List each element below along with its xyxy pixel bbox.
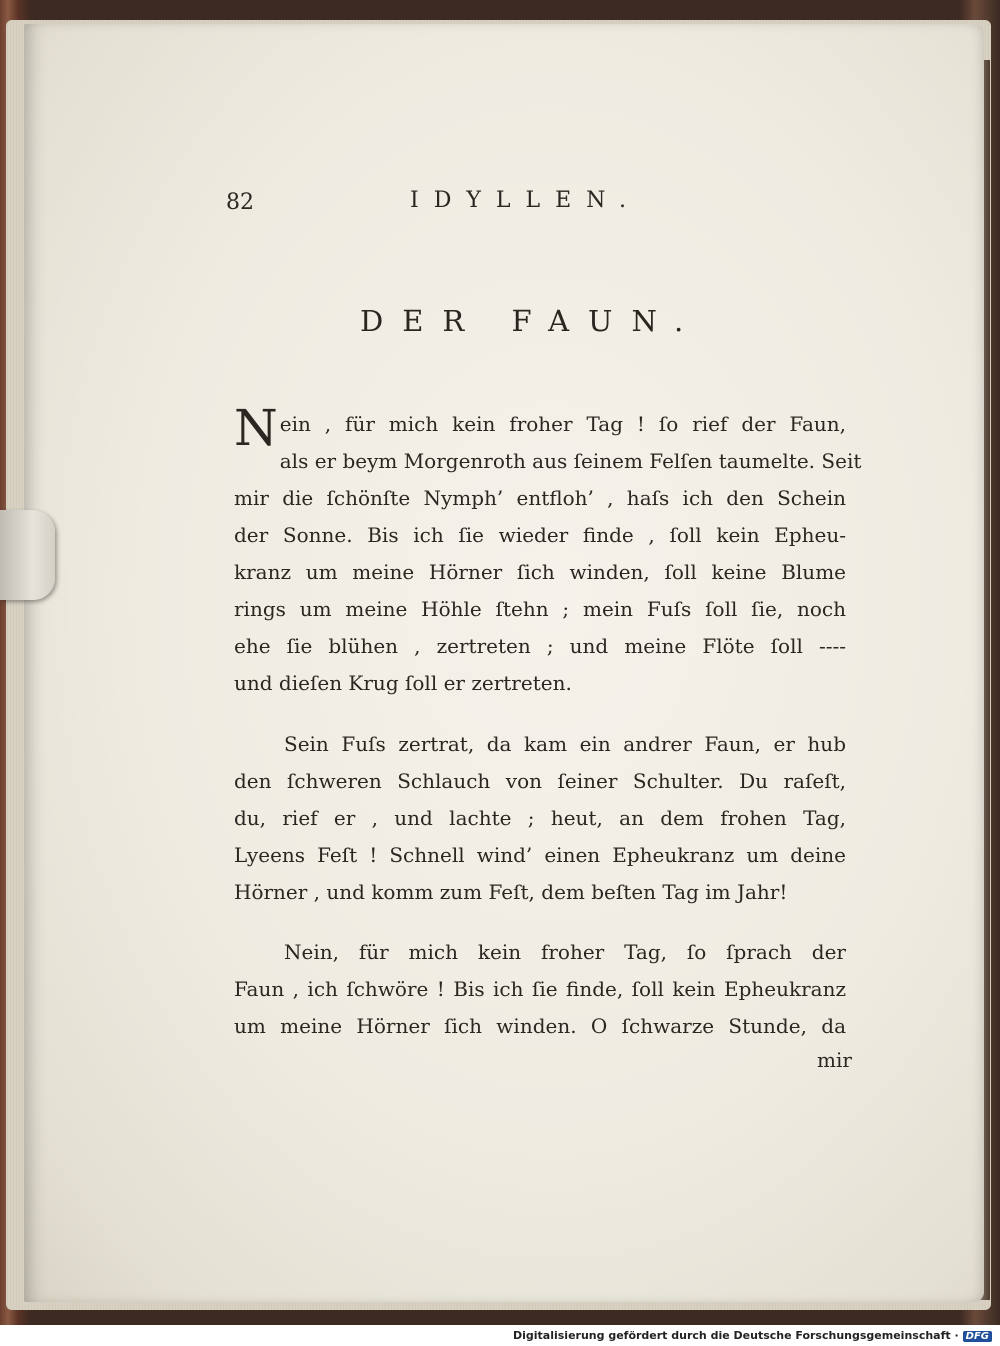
paragraph-line: rings um meine Höhle ſtehn ; mein Fuſs ſoll ſie, noch (234, 597, 846, 621)
dfg-logo: DFG (963, 1331, 992, 1342)
paragraph-line: Sein Fuſs zertrat, da kam ein andrer Faun, er hub (284, 732, 846, 756)
paragraph-line: ehe ſie blühen , zertreten ; und meine Flöte ſoll ---- (234, 634, 846, 658)
paragraph-line: als er beym Morgenroth aus ſeinem Felſen taumelte. Seit (279, 449, 862, 473)
bookmark-tab (0, 510, 55, 600)
paragraph-line: den ſchweren Schlauch von ſeiner Schulter. Du raſeſt, (234, 769, 846, 793)
paragraph-line: du, rief er , und lachte ; heut, an dem frohen Tag, (234, 806, 846, 830)
paragraph-line: kranz um meine Hörner ſich winden, ſoll keine Blume (234, 560, 846, 584)
paragraph-line: Faun , ich ſchwöre ! Bis ich ſie finde, ſoll kein Epheukranz (234, 977, 846, 1001)
paragraph-line: Nein, für mich kein froher Tag, ſo ſprach der (284, 940, 846, 964)
paragraph-line: der Sonne. Bis ich ſie wieder finde , ſoll kein Epheu- (234, 523, 846, 547)
paragraph-2 (234, 726, 846, 911)
drop-cap: N (234, 399, 278, 457)
running-head: IDYLLEN. (410, 188, 641, 213)
paragraph-line: Nein , für mich kein froher Tag ! ſo rief der Faun, (234, 399, 846, 457)
credit-text: Digitalisierung gefördert durch die Deutsche Forschungsgemeinschaft · (512, 1329, 959, 1342)
page-number: 82 (226, 190, 254, 215)
digitization-credit (513, 1329, 992, 1342)
paragraph-line: Hörner , und komm zum Feſt, dem beſten Tag im Jahr! (234, 880, 788, 904)
paragraph-line: um meine Hörner ſich winden. O ſchwarze Stunde, da (234, 1014, 846, 1038)
paragraph-3 (234, 934, 846, 1045)
paragraph-line: mir die ſchönſte Nymph’ entfloh’ , haſs ich den Schein (234, 486, 846, 510)
chapter-title: DER FAUN. (360, 304, 703, 338)
catchword: mir (817, 1048, 852, 1072)
paragraph-line: Lyeens Feſt ! Schnell wind’ einen Epheukranz um deine (234, 843, 846, 867)
paragraph-1 (234, 399, 862, 702)
paragraph-line: und dieſen Krug ſoll er zertreten. (234, 671, 572, 695)
